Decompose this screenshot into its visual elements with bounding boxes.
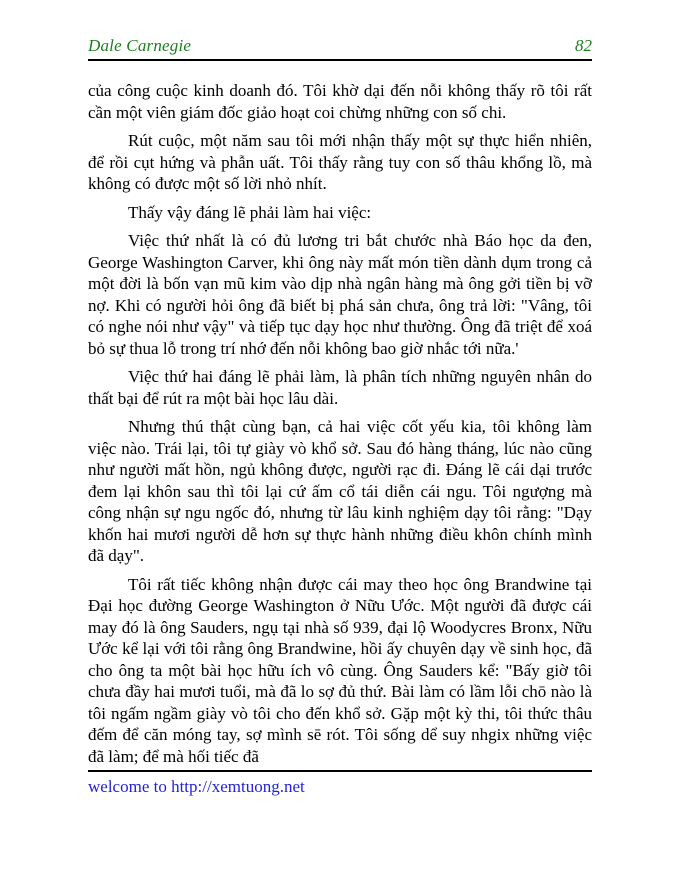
body-paragraph: Nhưng thú thật cùng bạn, cả hai việc cốt yếu kia, tôi không làm việc nào. Trái lại, tôi tự giày vò khổ sở. Sau đó hàng tháng, lúc nào cũng như người mất hồn, ngủ không được, người rạc đi. Đáng lẽ cái dại trước đem lại khôn sau thì tôi lại cứ ấm cổ tái diễn cái ngu. Tôi ngượng mà công nhận sự ngu ngốc đó, nhưng từ lâu kinh nghiệm dạy tôi rằng: "Dạy khốn hai mươi người dễ hơn sự thực hành những điều khôn chính mình đã dạy".: [88, 417, 592, 565]
page-header: [88, 36, 592, 61]
footer-site-link[interactable]: welcome to http://xemtuong.net: [88, 777, 305, 796]
body-text: [88, 80, 592, 774]
body-paragraph: của công cuộc kinh doanh đó. Tôi khờ dại đến nỗi không thấy rõ tôi rất cần một viên giám đốc giảo hoạt coi chừng những con số chi.: [88, 81, 592, 122]
body-paragraph: Thấy vậy đáng lẽ phải làm hai việc:: [128, 202, 372, 222]
body-paragraph: Việc thứ nhất là có đủ lương tri bắt chước nhà Báo học da đen, George Washington Carver, khi ông này mất món tiền dành dụm trong cả một đời là bốn vạn mũ kim vào dịp nhà ngân hàng mà ông gởi tiền bị vỡ nợ. Khi có người hỏi ông đã biết bị phá sản chưa, ông trả lời: "Vâng, tôi có nghe nói như vậy" và tiếp tục dạy học như thường. Ông đã triệt để xoá bỏ sự thua lỗ trong trí nhớ đến nỗi không bao giờ nhắc tới nữa.': [88, 231, 592, 358]
header-page-number: 82: [575, 36, 592, 55]
body-paragraph: Tôi rất tiếc không nhận được cái may theo học ông Brandwine tại Đại học đường George Washington ở Nữu Ước. Một người đã được cái may đó là ông Sauders, ngụ tại nhà số 939, đại lộ Woodycres Bronx, Nữu Ước kể lại với tôi rằng ông Brandwine, hồi ấy chuyên dạy về sinh học, đã cho ông ta một bài học hữu ích vô cùng. Ông Sauders kể: "Bấy giờ tôi chưa đầy hai mươi tuổi, mà đã lo sợ đủ thứ. Bài làm có lầm lỗi chō nào là tôi ngấm ngầm giày vò tôi cho đến khổ sở. Gặp một kỳ thi, tôi thức thâu đếm để căn móng tay, sợ mình sē rót. Tôi sống dể suy nhgix những việc đã làm; để mà hối tiếc đã: [88, 574, 592, 766]
body-paragraph: Việc thứ hai đáng lẽ phải làm, là phân tích những nguyên nhân do thất bại để rút ra một bài học lâu dài.: [88, 367, 592, 408]
page-footer: [88, 770, 592, 797]
body-paragraph: Rút cuộc, một năm sau tôi mới nhận thấy một sự thực hiển nhiên, để rồi cụt hứng và phẫn uất. Tôi thấy rằng tuy con số thâu khổng lồ, mà không có được một số lời nhỏ nhít.: [88, 131, 592, 193]
header-author: Dale Carnegie: [88, 36, 192, 55]
